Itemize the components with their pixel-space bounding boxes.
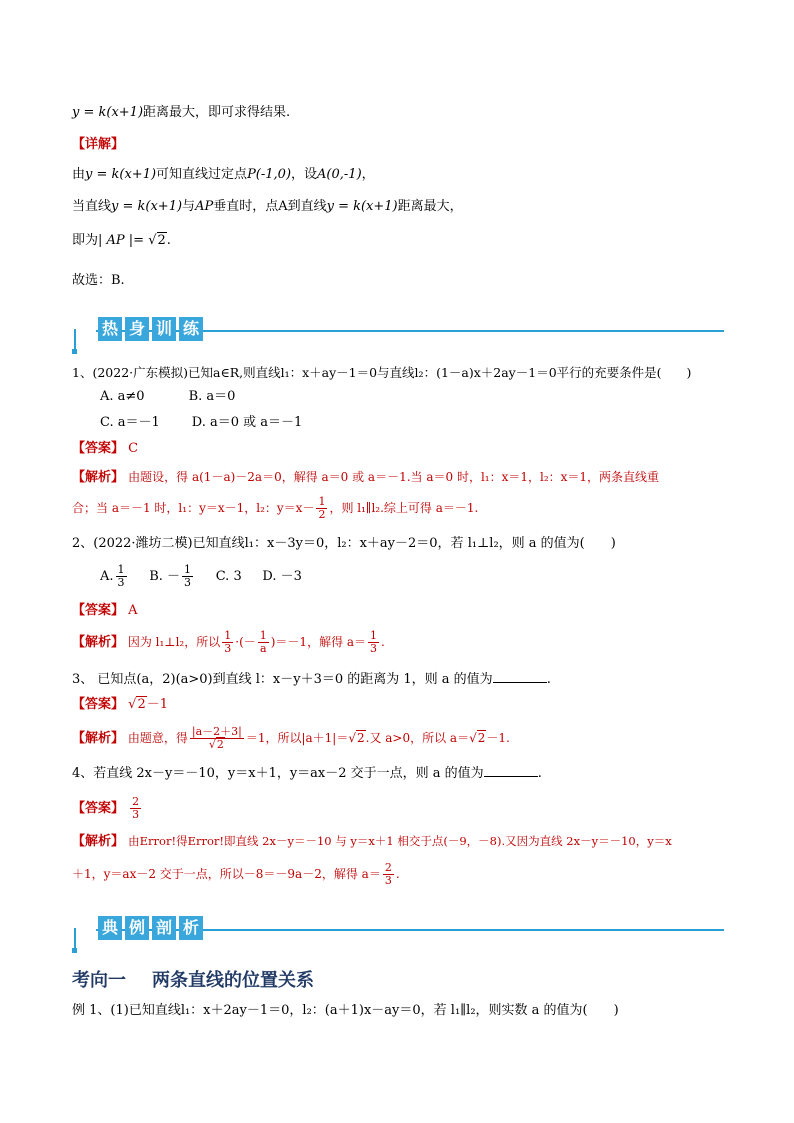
banner-dot <box>72 948 77 953</box>
banner-char: 例 <box>125 916 149 940</box>
banner-tag <box>98 916 203 942</box>
banner-vbar <box>74 329 76 351</box>
banner-char: 剖 <box>152 916 176 940</box>
banner-char: 热 <box>98 317 122 341</box>
q4-analysis-1: 【解析】 由Error!得Error!即直线 2x－y＝－10 与 y＝x＋1 相交于点(－9，－8).又因为直线 2x－y＝－10，y＝x <box>72 834 672 849</box>
solution-line-1: y = k(x+1)距离最大，即可求得结果. <box>72 105 291 120</box>
q3-analysis: 【解析】 由题意，得 $\frac{|a-2+3|}{√2}$ ＝1，所以|a＋1|＝√2.又 a>0，所以 a＝√2－1. <box>72 725 510 751</box>
q1-options-row1: A. a≠0 B. a＝0 <box>100 389 236 404</box>
q2-stem: 2、(2022·潍坊二模)已知直线l₁：x－3y＝0，l₂：x＋ay－2＝0，若 l₁⊥l₂，则 a 的值为( ) <box>72 536 616 551</box>
q2-answer: 【答案】 A <box>72 603 138 618</box>
banner-char: 练 <box>179 317 203 341</box>
q2-options: A. $\frac{1}{3}$ B. － $\frac{1}{3}$ C. 3 D. －3 <box>100 563 302 589</box>
q1-options-row2: C. a＝－1 D. a＝0 或 a＝－1 <box>100 415 303 430</box>
banner-char: 训 <box>152 317 176 341</box>
banner-char: 析 <box>179 916 203 940</box>
banner-char: 身 <box>125 317 149 341</box>
q4-analysis-2: ＋1，y＝ax－2 交于一点，所以－8＝－9a－2，解得 a＝ $\frac{2}{3}$ . <box>72 861 400 887</box>
banner-vbar <box>74 928 76 950</box>
answer-blank[interactable] <box>484 764 538 777</box>
section-heading: 考向一 两条直线的位置关系 <box>72 970 314 991</box>
q1-stem: 1、(2022·广东模拟)已知a∈R,则直线l₁：x＋ay－1＝0与直线l₂：(1－a)x＋2ay－1＝0平行的充要条件是( ) <box>72 365 692 380</box>
banner-tag <box>98 317 203 343</box>
banner-dot <box>72 349 77 354</box>
q1-analysis-1: 【解析】 由题设，得 a(1－a)－2a＝0，解得 a＝0 或 a＝－1.当 a＝0 时，l₁：x＝1，l₂：x＝1，两条直线重 <box>72 470 660 485</box>
solution-line-3: 当直线y = k(x+1)与AP垂直时，点A到直线y = k(x+1)距离最大， <box>72 199 463 214</box>
answer-blank[interactable] <box>493 670 547 683</box>
banner-char: 典 <box>98 916 122 940</box>
q4-stem: 4、若直线 2x－y＝－10，y＝x＋1，y＝ax－2 交于一点，则 a 的值为 . <box>72 766 542 781</box>
section-banner-warmup <box>72 317 732 347</box>
solution-line-2: 由y = k(x+1)可知直线过定点P(-1,0)，设A(0,-1)， <box>72 167 375 182</box>
solution-line-5: 故选：B. <box>72 273 125 288</box>
q1-analysis-2: 合；当 a＝－1 时，l₁：y＝x－1，l₂：y＝x－ $\frac{1}{2}$ ，则 l₁∥l₂.综上可得 a＝－1. <box>72 495 479 521</box>
example-1-stem: 例 1、(1)已知直线l₁：x＋2ay－1＝0，l₂：(a＋1)x－ay＝0，若 l₁∥l₂，则实数 a 的值为( ) <box>72 1003 619 1018</box>
q3-stem: 3、 已知点(a，2)(a>0)到直线 l：x－y＋3＝0 的距离为 1，则 a 的值为 . <box>72 672 551 687</box>
q4-answer: 【答案】 $\frac{2}{3}$ <box>72 795 140 821</box>
section-banner-examples <box>72 916 732 946</box>
q1-answer: 【答案】 C <box>72 441 139 456</box>
solution-line-4: 即为| AP |= √2. <box>72 233 171 248</box>
detail-tag: 【详解】 <box>72 137 125 152</box>
q3-answer: 【答案】 √2－1 <box>72 697 169 712</box>
q2-analysis: 【解析】 因为 l₁⊥l₂，所以 $\frac{1}{3}$ ·(－ $\frac{1}{a}$ )＝－1，解得 a＝ $\frac{1}{3}$ . <box>72 629 385 655</box>
